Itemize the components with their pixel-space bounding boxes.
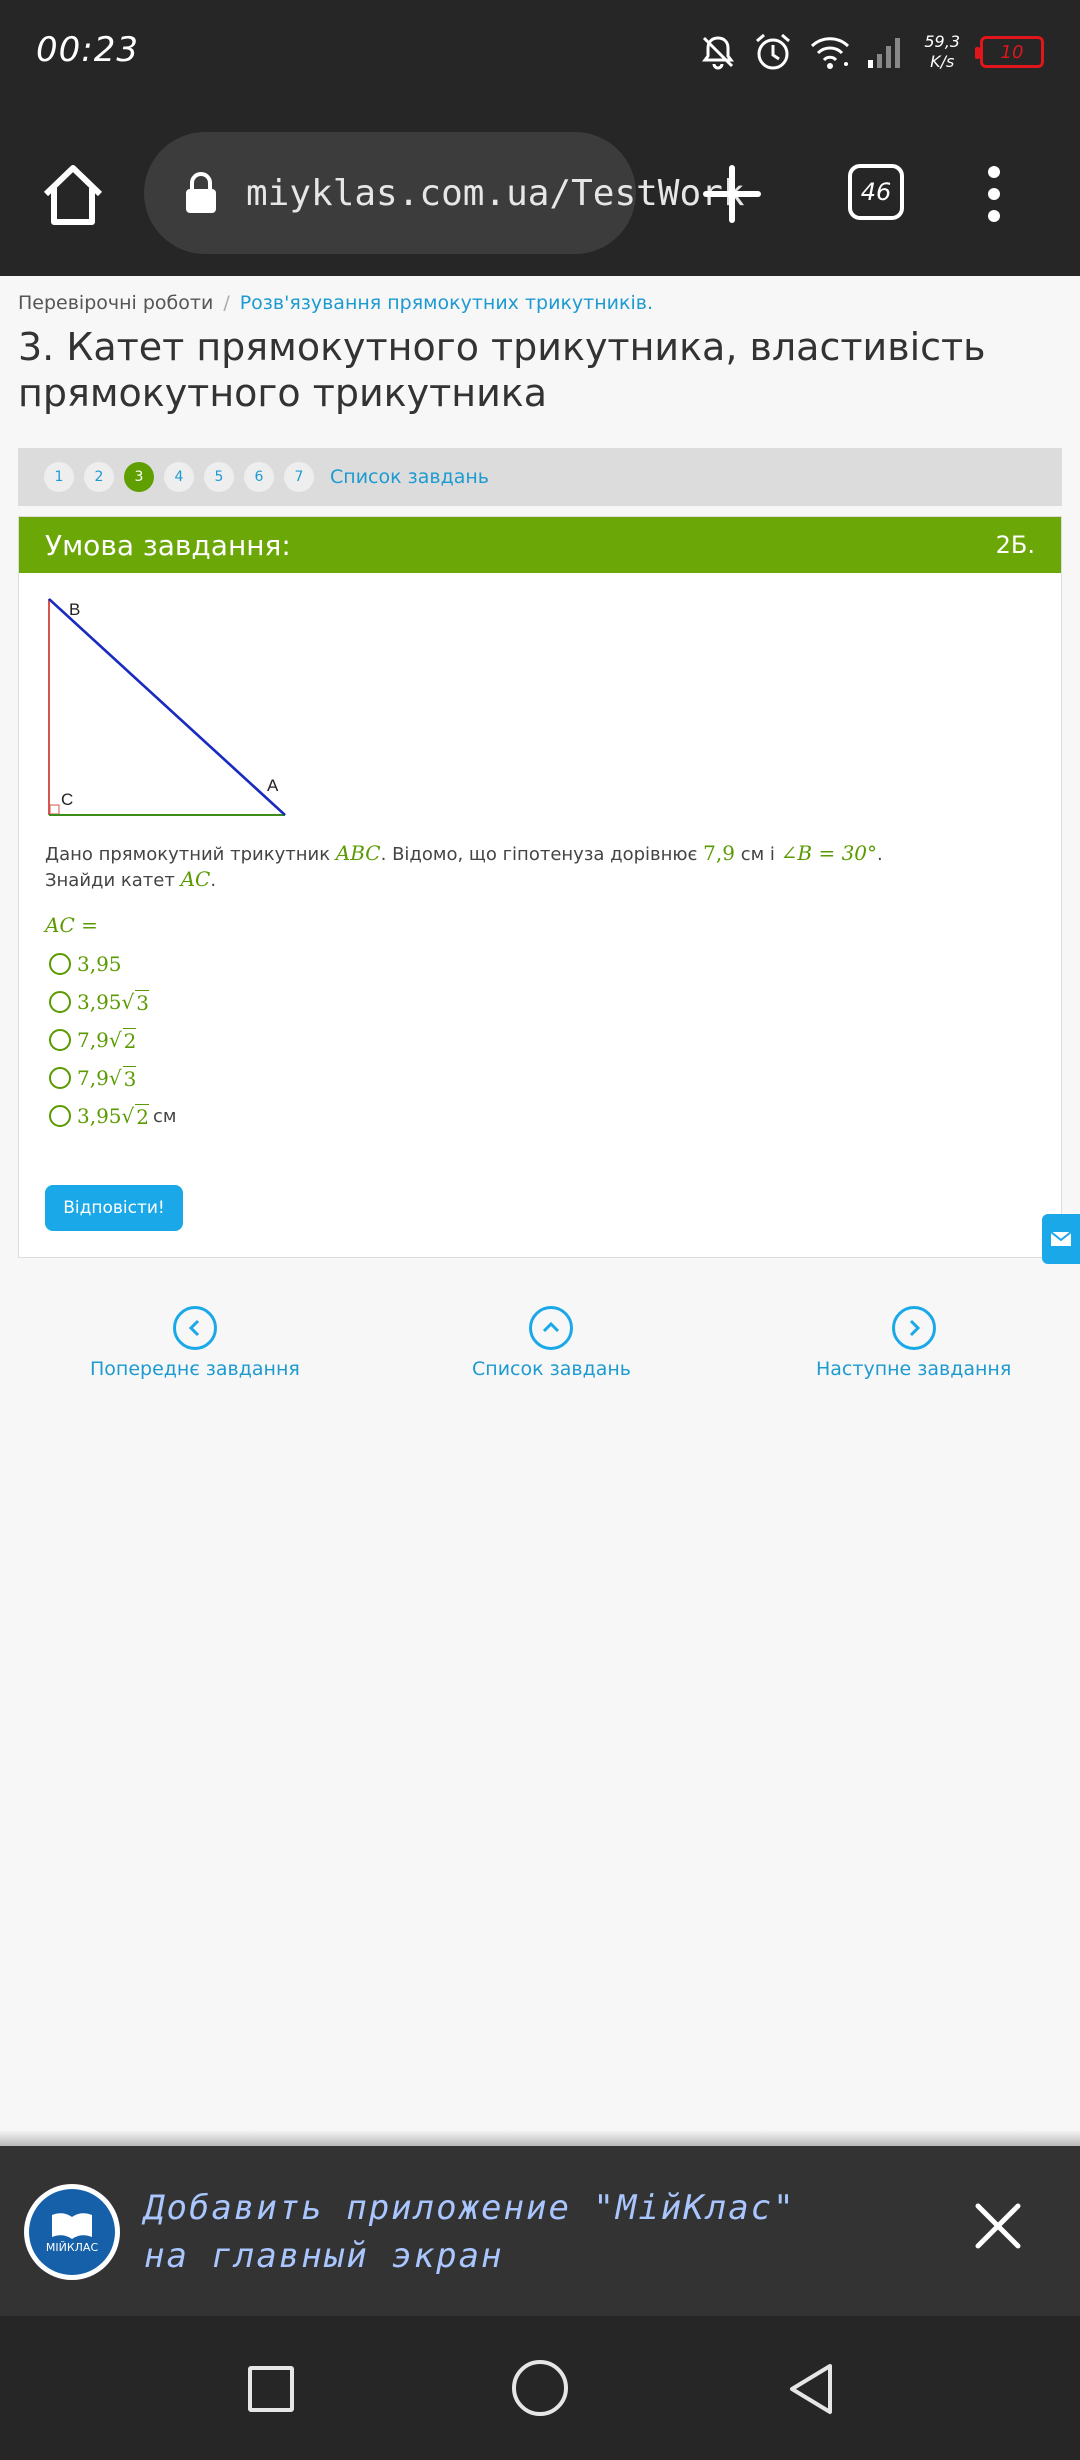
task-points: 2Б.: [995, 531, 1035, 559]
hypotenuse-value: 7,9: [703, 841, 735, 865]
pager-item-5[interactable]: 5: [204, 462, 234, 492]
task-header: [19, 517, 1061, 573]
status-bar: [0, 0, 1080, 104]
sqrt-icon: √: [121, 1104, 135, 1128]
task-header-title: Умова завдання:: [45, 528, 291, 562]
pager-item-1[interactable]: 1: [44, 462, 74, 492]
answer-option[interactable]: [49, 951, 177, 977]
hypotenuse-ba-extension: [49, 599, 285, 815]
answer-label: AC =: [45, 913, 98, 937]
envelope-icon: [1050, 1231, 1072, 1247]
pager-item-6[interactable]: 6: [244, 462, 274, 492]
angle-value: ∠B = 30°: [780, 841, 878, 865]
option-root: 2: [123, 1028, 137, 1053]
problem-text-line2: Знайди катет: [45, 870, 181, 891]
breadcrumb: [18, 292, 653, 314]
triangle-diagram-overflow: [43, 593, 303, 823]
alarm-icon: [752, 31, 794, 73]
breadcrumb-current[interactable]: Розв'язування прямокутних трикутників.: [239, 292, 653, 314]
url-text: miyklas.com.ua/TestWork: [246, 172, 745, 214]
menu-dot-icon: [988, 166, 1000, 178]
close-icon[interactable]: [972, 2200, 1024, 2252]
answer-option[interactable]: [49, 1027, 177, 1053]
wifi-icon: [808, 34, 852, 70]
book-icon: [50, 2211, 94, 2241]
option-unit: см: [153, 1105, 177, 1127]
problem-text-part2: . Відомо, що гіпотенуза дорівнює: [380, 844, 704, 865]
status-icons: [698, 26, 1044, 78]
previous-task-label: Попереднє завдання: [90, 1358, 300, 1380]
network-speed: [924, 32, 960, 72]
tab-switcher-button[interactable]: [848, 164, 904, 220]
breadcrumb-separator: /: [223, 292, 230, 314]
chevron-right-icon: [892, 1306, 936, 1350]
app-logo-text: МІЙКЛАС: [45, 2240, 99, 2254]
home-circle-icon[interactable]: [512, 2360, 568, 2416]
sqrt-icon: √: [121, 990, 135, 1014]
option-coef: 7,9: [77, 1066, 109, 1090]
browser-toolbar: [0, 104, 1080, 276]
answer-option[interactable]: [49, 1065, 177, 1091]
radio-button[interactable]: [49, 1029, 71, 1051]
page-title: 3. Катет прямокутного трикутника, властивість прямокутного трикутника: [18, 325, 986, 415]
breadcrumb-root[interactable]: Перевірочні роботи: [18, 292, 214, 314]
menu-dot-icon: [988, 210, 1000, 222]
app-logo-inner: [29, 2189, 115, 2275]
status-time: 00:23: [36, 30, 139, 70]
next-task-label: Наступне завдання: [816, 1358, 1012, 1380]
problem-text-line2-end: .: [210, 870, 217, 891]
install-app-banner[interactable]: [0, 2146, 1080, 2316]
radio-button[interactable]: [49, 953, 71, 975]
task-pager: [18, 448, 1062, 506]
chevron-up-icon: [529, 1306, 573, 1350]
answer-options: [49, 951, 177, 1129]
leg-name: AC: [180, 867, 211, 891]
bell-off-icon: [698, 32, 738, 72]
problem-text-part4: .: [877, 844, 883, 865]
vertex-label-a: A: [267, 776, 279, 795]
feedback-button[interactable]: [1042, 1214, 1080, 1264]
task-card: [18, 516, 1062, 1258]
task-list-link[interactable]: Список завдань: [330, 466, 489, 488]
option-coef: 3,95: [77, 952, 122, 976]
tab-count: 46: [860, 178, 892, 206]
browser-menu-button[interactable]: [984, 166, 1004, 222]
network-speed-value: 59,3: [924, 32, 960, 51]
system-navigation-bar: [0, 2316, 1080, 2460]
option-root: 2: [136, 1104, 150, 1129]
task-list-nav-link[interactable]: [472, 1306, 631, 1380]
app-logo: [24, 2184, 120, 2280]
new-tab-icon[interactable]: [700, 162, 764, 226]
problem-text: [45, 841, 883, 893]
battery-level: 10: [1000, 41, 1024, 63]
option-coef: 7,9: [77, 1028, 109, 1052]
sqrt-icon: √: [108, 1066, 122, 1090]
radio-button[interactable]: [49, 1067, 71, 1089]
vertex-label-c: C: [61, 790, 74, 809]
answer-option[interactable]: [49, 1103, 177, 1129]
problem-text-part3: см і: [734, 844, 781, 865]
option-coef: 3,95: [77, 1104, 122, 1128]
menu-dot-icon: [988, 188, 1000, 200]
radio-button[interactable]: [49, 1105, 71, 1127]
install-banner-text[interactable]: Добавить приложение "МійКлас" на главный экран: [144, 2188, 796, 2276]
submit-answer-button[interactable]: Відповісти!: [45, 1185, 183, 1231]
previous-task-link[interactable]: [90, 1306, 300, 1380]
pager-item-4[interactable]: 4: [164, 462, 194, 492]
pager-item-7[interactable]: 7: [284, 462, 314, 492]
pager-item-3[interactable]: 3: [124, 462, 154, 492]
chevron-left-icon: [173, 1306, 217, 1350]
option-root: 3: [136, 990, 150, 1015]
recent-apps-icon[interactable]: [248, 2366, 294, 2412]
address-bar[interactable]: [144, 132, 745, 254]
lock-icon: [184, 171, 218, 215]
pager-item-2[interactable]: 2: [84, 462, 114, 492]
home-icon[interactable]: [38, 160, 108, 230]
back-triangle-icon[interactable]: [786, 2362, 836, 2416]
signal-icon: [866, 34, 904, 70]
next-task-link[interactable]: [816, 1306, 1011, 1380]
radio-button[interactable]: [49, 991, 71, 1013]
network-speed-unit: K/s: [930, 52, 955, 71]
battery-icon: [980, 36, 1044, 68]
problem-text-part1: Дано прямокутний трикутник: [45, 844, 336, 865]
vertex-label-b: B: [69, 600, 81, 619]
answer-option[interactable]: [49, 989, 177, 1015]
triangle-name: ABC: [335, 841, 381, 865]
sqrt-icon: √: [108, 1028, 122, 1052]
page-content: [0, 276, 1080, 2146]
option-root: 3: [123, 1066, 137, 1091]
option-coef: 3,95: [77, 990, 122, 1014]
task-navigation: [0, 1306, 1080, 1396]
task-list-label: Список завдань: [472, 1358, 631, 1380]
